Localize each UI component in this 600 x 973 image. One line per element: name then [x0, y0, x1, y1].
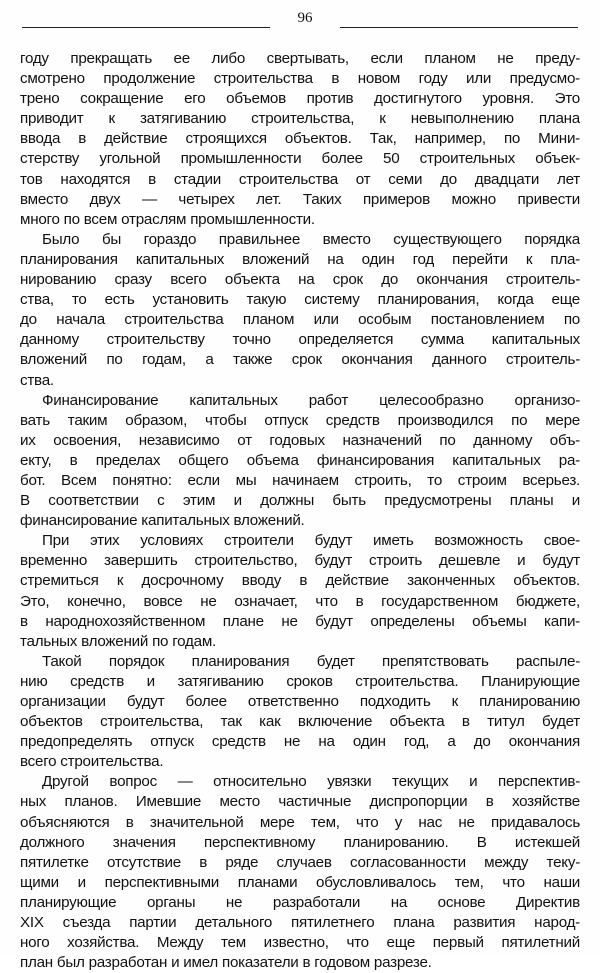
text-line: планирования капитальных вложений на один год перейти к пла- — [20, 250, 580, 268]
text-line: XIX съезда партии детального пятилетнего плана развития народ- — [20, 914, 580, 932]
paragraph — [20, 772, 580, 973]
header-rule-left — [22, 27, 270, 28]
text-line: должного значения перспективному планированию. В истекшей — [20, 833, 580, 851]
paragraph — [20, 391, 580, 532]
text-line: ных планов. Имевшие место частичные диспропорции в хозяйстве — [20, 793, 580, 811]
text-line: вложений по годам, а также срок окончания данного строитель- — [20, 351, 580, 369]
text-line: нию средств и затягиванию сроков строительства. Планирующие — [20, 672, 580, 690]
text-line: стремиться к досрочному вводу в действие законченных объектов. — [20, 572, 580, 590]
text-line: временно завершить строительство, будут строить дешевле и будут — [20, 552, 580, 570]
text-line: Было бы гораздо правильнее вместо существующего порядка — [42, 230, 580, 248]
text-line: финансирование капитальных вложений. — [20, 512, 305, 530]
text-line: году прекращать ее либо свертывать, если планом не преду- — [20, 50, 580, 67]
text-line: щими и перспективными планами обусловливалось тем, что наши — [20, 873, 580, 891]
text-line: Другой вопрос — относительно увязки текущих и перспектив- — [42, 773, 580, 791]
paragraph — [20, 531, 580, 652]
text-line: стерству угольной промышленности более 50 строительных объек- — [20, 150, 580, 168]
text-line: объясняются в значительной мере тем, что у нас не придавалось — [20, 813, 580, 831]
text-line: ввода в действие строящихся объектов. Так, например, по Мини- — [20, 130, 580, 148]
text-line: всего строительства. — [20, 753, 164, 771]
text-line: данному строительству точно определяется сумма капитальных — [20, 331, 580, 349]
text-line: ства, то есть установить такую систему планирования, когда еще — [20, 291, 580, 309]
text-line: ного хозяйства. Между тем известно, что еще первый пятилетний — [20, 934, 580, 952]
text-line: пятилетке отсутствие в ряде случаев согласованности между теку- — [20, 853, 580, 871]
text-line: Такой порядок планирования будет препятствовать распыле- — [42, 652, 580, 670]
text-line: до начала строительства планом или особым постановлением по — [20, 311, 580, 329]
text-line: план был разработан и имел показатели в годовом разрезе. — [20, 954, 432, 972]
text-line: тальных вложений по годам. — [20, 632, 217, 650]
text-line: много по всем отраслям промышленности. — [20, 210, 315, 228]
page-number: 96 — [297, 10, 313, 26]
text-line: Это, конечно, вовсе не означает, что в государственном бюджете, — [20, 592, 580, 610]
text-line: тов находятся в стадии строительства от семи до двадцати лет — [20, 170, 580, 188]
text-line: Финансирование капитальных работ целесообразно организо- — [42, 391, 580, 409]
text-line: смотрено продолжение строительства в новом году или предусмо- — [20, 70, 580, 88]
text-line: трено сокращение его объемов против достигнутого уровня. Это — [20, 90, 580, 108]
text-line: В соответствии с этим и должны быть предусмотрены планы и — [20, 492, 580, 510]
text-line: планирующие органы не разработали на основе Директив — [20, 893, 580, 911]
text-line: предопределять отпуск средств не на один год, а до окончания — [20, 733, 580, 751]
paragraph — [20, 652, 580, 773]
text-line: вать таким образом, чтобы отпуск средств производился по мере — [20, 411, 580, 429]
header-rule-right — [340, 27, 578, 28]
text-line: объектов строительства, так как включение объекта в титул будет — [20, 713, 580, 731]
text-line: нированию сразу всего объекта на срок до окончания строитель- — [20, 271, 580, 289]
paragraph — [20, 49, 580, 230]
text-line: их освоения, независимо от годовых назначений по данному объ- — [20, 431, 580, 449]
text-line: в народнохозяйственном плане не будут определены объемы капи- — [20, 612, 580, 630]
text-line: ства. — [20, 371, 54, 389]
text-line: екту, в пределах общего объема финансирования капитальных ра- — [20, 451, 580, 469]
paragraph — [20, 230, 580, 391]
text-line: При этих условиях строители будут иметь возможность свое- — [42, 532, 580, 550]
text-line: вместо двух — четырех лет. Таких примеров можно привести — [20, 190, 580, 208]
text-line: приводит к затягиванию строительства, к невыполнению плана — [20, 110, 580, 128]
body-text — [20, 49, 580, 973]
text-line: организации будут более ответственно подходить к планированию — [20, 693, 580, 710]
text-line: бот. Всем понятно: если мы начинаем строить, то строим всерьез. — [20, 471, 580, 489]
page-header — [22, 10, 578, 36]
